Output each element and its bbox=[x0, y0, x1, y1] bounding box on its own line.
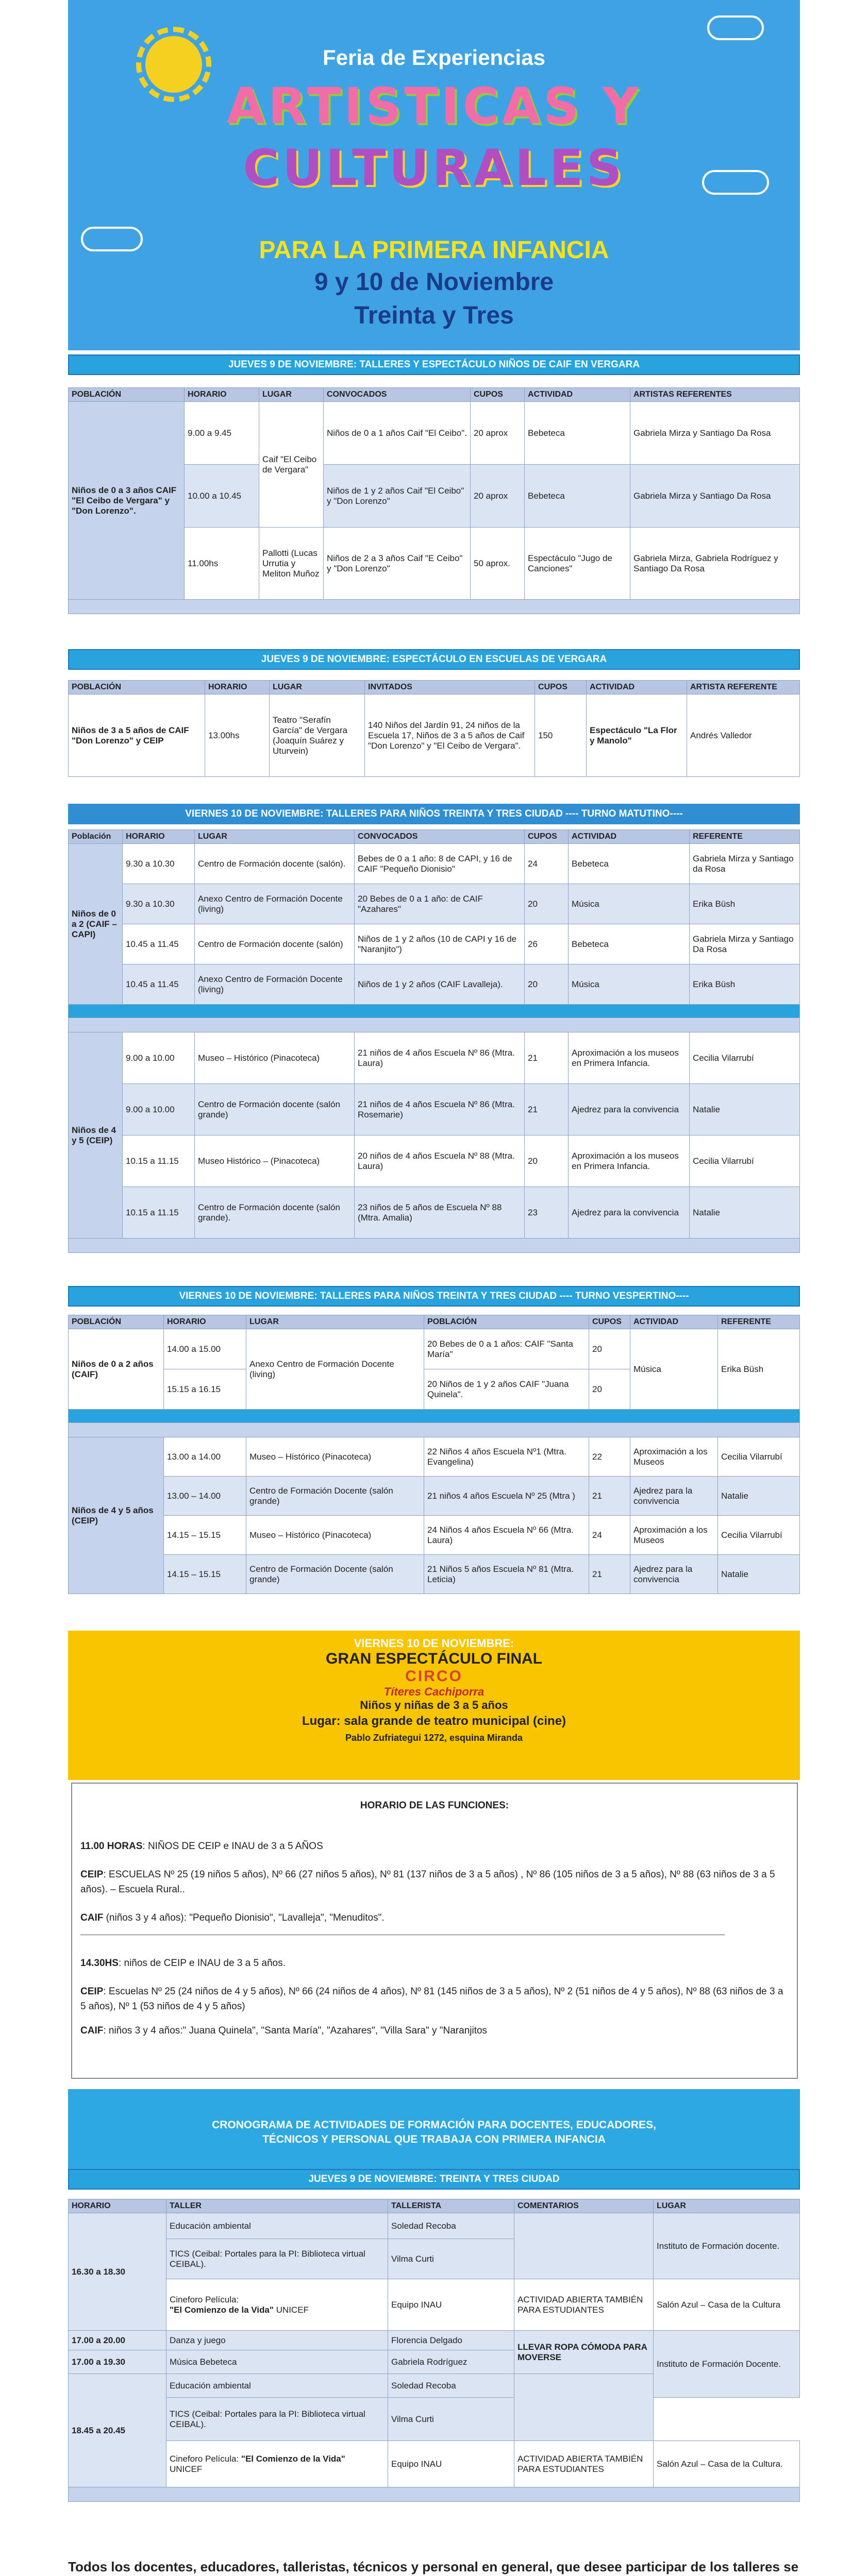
table-cell: 10.00 a 10.45 bbox=[185, 465, 259, 528]
table-cell bbox=[69, 2487, 800, 2502]
table-cell: ACTIVIDAD ABIERTA TAMBIÉN PARA ESTUDIANTES bbox=[514, 2441, 654, 2487]
table-cell: Niños de 0 a 2 años (CAIF) bbox=[69, 1329, 164, 1410]
table-row bbox=[69, 844, 800, 884]
crono-banner: CRONOGRAMA DE ACTIVIDADES DE FORMACIÓN PARA DOCENTES, EDUCADORES, TÉCNICOS Y PERSONAL QUE TRABAJA CON PRIMERA INFANCIA bbox=[68, 2089, 800, 2177]
table-cell: 23 niños de 5 años de Escuela Nº 88 (Mtra. Amalia) bbox=[355, 1187, 525, 1239]
table-row bbox=[69, 1516, 800, 1555]
table-cell: Aproximación a los museos en Primera Infancia. bbox=[569, 1136, 690, 1187]
column-header: ACTIVIDAD bbox=[587, 681, 687, 694]
table-cell: Aproximación a los Museos bbox=[630, 1516, 718, 1555]
show-address: Pablo Zufriategui 1272, esquina Miranda bbox=[345, 1733, 523, 1743]
table-row bbox=[69, 1423, 800, 1437]
table-cell: 21 niños de 4 años Escuela Nº 86 (Mtra. Rosemarie) bbox=[355, 1084, 525, 1136]
hero-line1: Feria de Experiencias bbox=[323, 45, 545, 70]
table-cell: Salón Azul – Casa de la Cultura. bbox=[654, 2441, 800, 2487]
table-row bbox=[69, 1239, 800, 1253]
column-header: LUGAR bbox=[654, 2199, 800, 2213]
column-header: ACTIVIDAD bbox=[630, 1315, 718, 1329]
column-header: HORARIO bbox=[69, 2199, 166, 2213]
table-cell: Anexo Centro de Formación Docente (living) bbox=[195, 964, 355, 1005]
hero-banner bbox=[68, 0, 800, 350]
table-cell: Centro de Formación Docente (salón grande) bbox=[246, 1555, 424, 1594]
table-cell: 20 bbox=[525, 964, 569, 1005]
table-cell: TICS (Ceibal: Portales para la PI: Biblioteca virtual CEIBAL). bbox=[166, 2239, 388, 2279]
table-cell: Cecilia Vilarrubí bbox=[718, 1516, 800, 1555]
column-header: POBLACIÓN bbox=[69, 1315, 164, 1329]
table-cell: Niños de 0 a 2 (CAIF – CAPI) bbox=[69, 844, 123, 1005]
table-cell: 140 Niños del Jardín 91, 24 niños de la Escuela 17, Niños de 3 a 5 años de Caif "Don Lorenzo" y "El Ceibo de Vergara". bbox=[365, 694, 535, 777]
table-row bbox=[69, 2398, 800, 2441]
table-cell: Niños de 0 a 1 años Caif "El Ceibo". bbox=[324, 402, 471, 465]
table-cell: Equipo INAU bbox=[388, 2279, 514, 2331]
table-cell: Aproximación a los museos en Primera Infancia. bbox=[569, 1032, 690, 1084]
column-header: LUGAR bbox=[259, 388, 324, 402]
functions-box: HORARIO DE LAS FUNCIONES: 11.00 HORAS: NIÑOS DE CEIP e INAU de 3 a 5 AÑOS CEIP: ESCUELAS Nº 25 (19 niños 5 años), Nº 66 (27 niños 5 años), Nº 81 (137 niños de 3 a 5 años) , Nº 86 (105 niños de 3 a 5 años), Nº 88 (63 niños de 3 a 5 años). – Escuela Rural.. CAIF (niños 3 y 4 años): "Pequeño Dionisio", "Lavalleja", "Menuditos". 14.30HS: niños de CEIP e INAU de 3 a 5 años. CEIP: Escuelas Nº 25 (24 niños de 4 y 5 años), Nº 66 (24 niños de 4 años), Nº 81 (145 niños de 3 a 5 años), Nº 2 (51 niños de 4 y 5 años), Nº 88 (63 niños de 3 a 5 años), Nº 1 (53 niños de 4 y 5 años) CAIF: niños 3 y 4 años:" Juana Quinela", "Santa María", "Azahares", "Villa Sara" y "Naranjitos bbox=[71, 1783, 798, 2079]
column-header: ACTIVIDAD bbox=[525, 388, 630, 402]
table-cell bbox=[69, 1018, 800, 1032]
table-cell: Espectáculo "La Flor y Manolo" bbox=[587, 694, 687, 777]
column-header: CUPOS bbox=[471, 388, 525, 402]
column-header: TALLERISTA bbox=[388, 2199, 514, 2213]
table-row bbox=[69, 1032, 800, 1084]
final-show-panel bbox=[68, 1631, 800, 1780]
table-row bbox=[69, 1555, 800, 1594]
table-cell: Niños de 4 y 5 años (CEIP) bbox=[69, 1437, 164, 1594]
table-cell: Niños de 4 y 5 (CEIP) bbox=[69, 1032, 123, 1239]
column-header: POBLACIÓN bbox=[69, 388, 185, 402]
table-cell: Vilma Curti bbox=[388, 2398, 514, 2441]
table-cell: Ajedrez para la convivencia bbox=[569, 1084, 690, 1136]
table-cell: Cineforo Película: "El Comienzo de la Vida" UNICEF bbox=[166, 2441, 388, 2487]
table-cell: 10.15 a 11.15 bbox=[123, 1136, 195, 1187]
table-row bbox=[69, 924, 800, 964]
column-header: REFERENTE bbox=[690, 830, 800, 844]
table-cell: 16.30 a 18.30 bbox=[69, 2213, 166, 2331]
table-cell: Cecilia Vilarrubí bbox=[718, 1437, 800, 1477]
table-cell: Espectáculo "Jugo de Canciones" bbox=[525, 528, 630, 600]
table-cell: TICS (Ceibal: Portales para la PI: Biblioteca virtual CEIBAL). bbox=[166, 2398, 388, 2441]
table-row bbox=[69, 1410, 800, 1423]
table-cell: Pallotti (Lucas Urrutia y Meliton Muñoz bbox=[259, 528, 324, 600]
table-cell: Instituto de Formación docente. bbox=[654, 2213, 800, 2279]
s1-table bbox=[68, 387, 800, 614]
column-header: HORARIO bbox=[123, 830, 195, 844]
table-cell: 10.45 a 11.45 bbox=[123, 924, 195, 964]
table-cell: Gabriela Rodríguez bbox=[388, 2350, 514, 2374]
table-cell: 150 bbox=[535, 694, 587, 777]
table-row bbox=[69, 1005, 800, 1018]
table-cell: 15.15 a 16.15 bbox=[164, 1369, 246, 1410]
table-row bbox=[69, 1477, 800, 1516]
table-cell: 21 bbox=[589, 1555, 630, 1594]
table-cell: 20 bbox=[589, 1329, 630, 1369]
table-cell: Centro de Formación Docente (salón grande) bbox=[246, 1477, 424, 1516]
table-cell bbox=[514, 2374, 654, 2441]
table-cell: Salón Azul – Casa de la Cultura bbox=[654, 2279, 800, 2331]
table-cell: Ajedrez para la convivencia bbox=[630, 1477, 718, 1516]
table-cell: ACTIVIDAD ABIERTA TAMBIÉN PARA ESTUDIANTES bbox=[514, 2279, 654, 2331]
show-date: VIERNES 10 DE NOVIEMBRE: bbox=[354, 1637, 514, 1650]
table-row bbox=[69, 402, 800, 465]
column-header: HORARIO bbox=[205, 681, 270, 694]
s1-title: JUEVES 9 DE NOVIEMBRE: TALLERES Y ESPECTÁCULO NIÑOS DE CAIF EN VERGARA bbox=[68, 354, 800, 375]
table-cell: 14.00 a 15.00 bbox=[164, 1329, 246, 1369]
column-header: LUGAR bbox=[246, 1315, 424, 1329]
show-audience: Niños y niñas de 3 a 5 años bbox=[360, 1699, 508, 1711]
table-cell: 21 Niños 5 años Escuela Nº 81 (Mtra. Leticia) bbox=[424, 1555, 589, 1594]
table-row bbox=[69, 2213, 800, 2239]
table-cell bbox=[69, 600, 800, 614]
table-cell: 20 bbox=[525, 884, 569, 924]
column-header: REFERENTE bbox=[718, 1315, 800, 1329]
table-cell: Ajedrez para la convivencia bbox=[569, 1187, 690, 1239]
table-cell: Cecilia Vilarrubí bbox=[690, 1032, 800, 1084]
table-cell: Natalie bbox=[718, 1477, 800, 1516]
table-cell: Natalie bbox=[690, 1084, 800, 1136]
table-row bbox=[69, 2331, 800, 2350]
table-cell: LLEVAR ROPA CÓMODA PARA MOVERSE bbox=[514, 2331, 654, 2374]
column-header: COMENTARIOS bbox=[514, 2199, 654, 2213]
table-cell: 20 niños de 4 años Escuela Nº 88 (Mtra. Laura) bbox=[355, 1136, 525, 1187]
table-cell bbox=[514, 2213, 654, 2279]
s4-title: VIERNES 10 DE NOVIEMBRE: TALLERES PARA NIÑOS TREINTA Y TRES CIUDAD ---- TURNO VESPERTINO---- bbox=[68, 1286, 800, 1307]
table-cell: Bebeteca bbox=[569, 844, 690, 884]
table-cell: Niños de 1 y 2 años (CAIF Lavalleja). bbox=[355, 964, 525, 1005]
table-cell: Música bbox=[569, 884, 690, 924]
column-header: ARTISTAS REFERENTES bbox=[630, 388, 800, 402]
table-cell: 13.00hs bbox=[205, 694, 270, 777]
table-cell: 21 bbox=[525, 1084, 569, 1136]
footer-note: Todos los docentes, educadores, talleristas, técnicos y personal en general, que desee participar de los talleres se bbox=[68, 2559, 799, 2574]
table-cell: Música Bebeteca bbox=[166, 2350, 388, 2374]
table-row bbox=[69, 2199, 800, 2213]
table-cell: Florencia Delgado bbox=[388, 2331, 514, 2350]
table-cell: Natalie bbox=[718, 1555, 800, 1594]
table-cell: 22 bbox=[589, 1437, 630, 1477]
table-row bbox=[69, 1187, 800, 1239]
table-cell: 21 bbox=[589, 1477, 630, 1516]
table-cell: 17.00 a 20.00 bbox=[69, 2331, 166, 2350]
table-cell: Bebeteca bbox=[525, 465, 630, 528]
s3-table bbox=[68, 829, 800, 1253]
table-cell: Gabriela Mirza y Santiago Da Rosa bbox=[690, 924, 800, 964]
table-cell: Instituto de Formación Docente. bbox=[654, 2331, 800, 2398]
table-cell: Andrés Valledor bbox=[687, 694, 800, 777]
column-header: POBLACIÓN bbox=[424, 1315, 589, 1329]
table-cell: 11.00hs bbox=[185, 528, 259, 600]
table-cell: Gabriela Mirza y Santiago Da Rosa bbox=[630, 465, 800, 528]
table-cell: Ajedrez para la convivencia bbox=[630, 1555, 718, 1594]
table-row bbox=[69, 388, 800, 402]
table-cell: 23 bbox=[525, 1187, 569, 1239]
table-cell bbox=[69, 1005, 800, 1018]
hero-line4: PARA LA PRIMERA INFANCIA bbox=[259, 236, 609, 264]
table-cell: Erika Büsh bbox=[690, 964, 800, 1005]
table-cell: 10.45 a 11.45 bbox=[123, 964, 195, 1005]
table-cell: Teatro "Serafín García" de Vergara (Joaquín Suárez y Uturvein) bbox=[270, 694, 365, 777]
column-header: INVITADOS bbox=[365, 681, 535, 694]
table-cell: Museo – Histórico (Pinacoteca) bbox=[246, 1437, 424, 1477]
table-cell: Gabriela Mirza y Santiago da Rosa bbox=[690, 844, 800, 884]
table-cell: 20 aprox bbox=[471, 465, 525, 528]
column-header: Población bbox=[69, 830, 123, 844]
s5-table bbox=[68, 2199, 800, 2502]
hero-line6: Treinta y Tres bbox=[354, 302, 514, 329]
table-cell: Niños de 1 y 2 años (10 de CAPI y 16 de "Naranjito") bbox=[355, 924, 525, 964]
table-cell: 20 Bebes de 0 a 1 año: de CAIF "Azahares" bbox=[355, 884, 525, 924]
functions-title: HORARIO DE LAS FUNCIONES: bbox=[360, 1800, 509, 1811]
table-row bbox=[69, 2441, 800, 2487]
column-header: ARTISTA REFERENTE bbox=[687, 681, 800, 694]
table-row bbox=[69, 884, 800, 924]
table-cell: Museo – Histórico (Pinacoteca) bbox=[195, 1032, 355, 1084]
table-cell: 20 Bebes de 0 a 1 años: CAIF "Santa María" bbox=[424, 1329, 589, 1369]
table-row bbox=[69, 964, 800, 1005]
table-row bbox=[69, 1329, 800, 1369]
table-cell: Gabriela Mirza, Gabriela Rodríguez y Santiago Da Rosa bbox=[630, 528, 800, 600]
table-cell: 9.30 a 10.30 bbox=[123, 844, 195, 884]
table-cell: Educación ambiental bbox=[166, 2374, 388, 2398]
column-header: HORARIO bbox=[164, 1315, 246, 1329]
column-header: LUGAR bbox=[195, 830, 355, 844]
table-cell: Erika Büsh bbox=[718, 1329, 800, 1410]
table-row bbox=[69, 681, 800, 694]
table-row bbox=[69, 2279, 800, 2331]
s4-table bbox=[68, 1315, 800, 1594]
table-cell: Museo – Histórico (Pinacoteca) bbox=[246, 1516, 424, 1555]
column-header: POBLACIÓN bbox=[69, 681, 205, 694]
table-cell bbox=[69, 1423, 800, 1437]
table-cell: Centro de Formación docente (salón grande). bbox=[195, 1187, 355, 1239]
table-cell: 21 bbox=[525, 1032, 569, 1084]
table-cell: Danza y juego bbox=[166, 2331, 388, 2350]
column-header: TALLER bbox=[166, 2199, 388, 2213]
table-row bbox=[69, 600, 800, 614]
table-cell: 13.00 a 14.00 bbox=[164, 1437, 246, 1477]
table-cell: 9.30 a 10.30 bbox=[123, 884, 195, 924]
table-cell: Niños de 0 a 3 años CAIF "El Ceibo de Vergara" y "Don Lorenzo". bbox=[69, 402, 185, 600]
table-cell: Anexo Centro de Formación Docente (living) bbox=[246, 1329, 424, 1410]
hero-line3: CULTURALES bbox=[243, 139, 625, 197]
table-cell: Centro de Formación docente (salón grande) bbox=[195, 1084, 355, 1136]
table-cell: Bebes de 0 a 1 año: 8 de CAPI, y 16 de CAIF "Pequeño Dionisio" bbox=[355, 844, 525, 884]
table-cell: Cecilia Vilarrubí bbox=[690, 1136, 800, 1187]
column-header: CUPOS bbox=[525, 830, 569, 844]
table-row bbox=[69, 1084, 800, 1136]
table-row bbox=[69, 1437, 800, 1477]
table-cell: Niños de 3 a 5 años de CAIF "Don Lorenzo" y CEIP bbox=[69, 694, 205, 777]
s3-title: VIERNES 10 DE NOVIEMBRE: TALLERES PARA NIÑOS TREINTA Y TRES CIUDAD ---- TURNO MATUTINO---- bbox=[68, 804, 800, 824]
table-cell: Museo Histórico – (Pinacoteca) bbox=[195, 1136, 355, 1187]
table-cell: Educación ambiental bbox=[166, 2213, 388, 2239]
table-row bbox=[69, 1136, 800, 1187]
table-cell: 26 bbox=[525, 924, 569, 964]
column-header: ACTIVIDAD bbox=[569, 830, 690, 844]
table-cell: 9.00 a 9.45 bbox=[185, 402, 259, 465]
table-cell: Soledad Recoba bbox=[388, 2213, 514, 2239]
table-cell: 20 Niños de 1 y 2 años CAIF "Juana Quinela". bbox=[424, 1369, 589, 1410]
table-cell: 13.00 – 14.00 bbox=[164, 1477, 246, 1516]
table-cell bbox=[69, 1239, 800, 1253]
column-header: HORARIO bbox=[185, 388, 259, 402]
column-header: LUGAR bbox=[270, 681, 365, 694]
hero-line5: 9 y 10 de Noviembre bbox=[314, 268, 554, 296]
s2-table bbox=[68, 680, 800, 777]
table-cell: Centro de Formación docente (salón). bbox=[195, 844, 355, 884]
table-row bbox=[69, 694, 800, 777]
table-cell: Centro de Formación docente (salón) bbox=[195, 924, 355, 964]
table-row bbox=[69, 1315, 800, 1329]
table-cell: Niños de 1 y 2 años Caif "El Ceibo" y "Don Lorenzo" bbox=[324, 465, 471, 528]
table-cell: Bebeteca bbox=[525, 402, 630, 465]
table-cell bbox=[69, 1410, 800, 1423]
table-cell: Soledad Recoba bbox=[388, 2374, 514, 2398]
table-cell: Aproximación a los Museos bbox=[630, 1437, 718, 1477]
table-cell: 14.15 – 15.15 bbox=[164, 1555, 246, 1594]
table-cell: Cineforo Película: "El Comienzo de la Vida" UNICEF bbox=[166, 2279, 388, 2331]
column-header: CONVOCADOS bbox=[324, 388, 471, 402]
table-cell: 20 bbox=[525, 1136, 569, 1187]
s2-title: JUEVES 9 DE NOVIEMBRE: ESPECTÁCULO EN ESCUELAS DE VERGARA bbox=[68, 649, 800, 670]
table-cell: Niños de 2 a 3 años Caif "E Ceibo" y "Don Lorenzo" bbox=[324, 528, 471, 600]
table-cell: Bebeteca bbox=[569, 924, 690, 964]
show-company: Títeres Cachiporra bbox=[383, 1685, 485, 1698]
table-row bbox=[69, 2487, 800, 2502]
table-cell: 24 bbox=[525, 844, 569, 884]
table-cell: 20 aprox bbox=[471, 402, 525, 465]
table-cell: Natalie bbox=[690, 1187, 800, 1239]
s5-title: JUEVES 9 DE NOVIEMBRE: TREINTA Y TRES CIUDAD bbox=[68, 2169, 800, 2190]
table-cell: 21 niños 4 años Escuela Nº 25 (Mtra ) bbox=[424, 1477, 589, 1516]
table-cell: 14.15 – 15.15 bbox=[164, 1516, 246, 1555]
table-cell: Anexo Centro de Formación Docente (living) bbox=[195, 884, 355, 924]
table-cell: 24 bbox=[589, 1516, 630, 1555]
table-cell: 50 aprox. bbox=[471, 528, 525, 600]
column-header: CONVOCADOS bbox=[355, 830, 525, 844]
column-header: CUPOS bbox=[589, 1315, 630, 1329]
show-venue: Lugar: sala grande de teatro municipal (cine) bbox=[302, 1714, 566, 1728]
table-cell: Erika Büsh bbox=[690, 884, 800, 924]
table-cell: Vilma Curti bbox=[388, 2239, 514, 2279]
cloud-icon bbox=[707, 15, 764, 40]
table-cell: 22 Niños 4 años Escuela Nº1 (Mtra. Evangelina) bbox=[424, 1437, 589, 1477]
column-header: CUPOS bbox=[535, 681, 587, 694]
table-cell: Caif "El Ceibo de Vergara" bbox=[259, 402, 324, 528]
table-cell: Gabriela Mirza y Santiago Da Rosa bbox=[630, 402, 800, 465]
table-row bbox=[69, 1018, 800, 1032]
table-cell: 18.45 a 20.45 bbox=[69, 2374, 166, 2487]
table-cell: 24 Niños 4 años Escuela Nº 66 (Mtra. Laura) bbox=[424, 1516, 589, 1555]
table-row bbox=[69, 830, 800, 844]
table-cell: 20 bbox=[589, 1369, 630, 1410]
show-title: GRAN ESPECTÁCULO FINAL bbox=[326, 1650, 542, 1667]
table-cell: 17.00 a 19.30 bbox=[69, 2350, 166, 2374]
table-cell: 21 niños de 4 años Escuela Nº 86 (Mtra. Laura) bbox=[355, 1032, 525, 1084]
table-cell: Equipo INAU bbox=[388, 2441, 514, 2487]
hero-line2: ARTISTICAS Y bbox=[226, 77, 642, 135]
table-cell: Música bbox=[630, 1329, 718, 1410]
table-cell: 9.00 a 10.00 bbox=[123, 1084, 195, 1136]
show-circo: CIRCO bbox=[405, 1668, 463, 1685]
table-cell: Música bbox=[569, 964, 690, 1005]
table-cell: 9.00 a 10.00 bbox=[123, 1032, 195, 1084]
table-cell: 10.15 a 11.15 bbox=[123, 1187, 195, 1239]
